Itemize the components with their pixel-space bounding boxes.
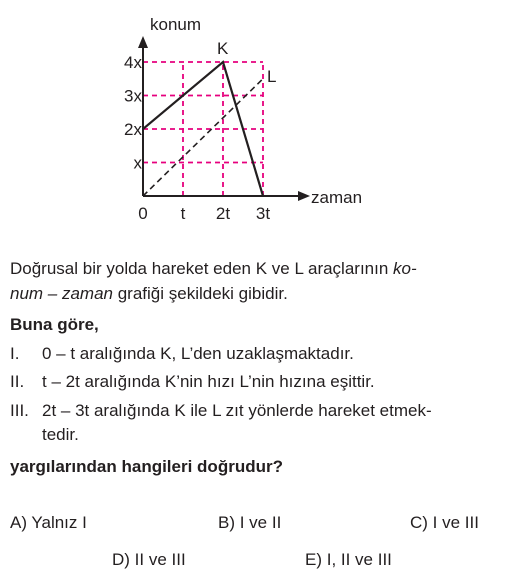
statement-1 xyxy=(10,343,354,365)
x-tick-label: 3t xyxy=(255,204,271,223)
intro-italic: ko- xyxy=(393,259,417,278)
intro-text-2: grafiği şekildeki gibidir. xyxy=(113,284,288,303)
y-tick-label: 4x xyxy=(124,53,142,72)
konum-zaman-chart xyxy=(0,0,514,240)
question-prompt: yargılarından hangileri doğrudur? xyxy=(10,457,283,476)
statement-3 xyxy=(10,400,432,422)
x-tick-label: t xyxy=(180,204,186,223)
x-tick-label: 0 xyxy=(138,204,148,223)
series-label-L: L xyxy=(267,66,277,86)
statement-2 xyxy=(10,371,375,393)
chart-grid xyxy=(143,62,263,196)
intro-line-2 xyxy=(10,283,288,305)
statement-number: II. xyxy=(10,372,25,391)
statement-text: t – 2t aralığında K’nin hızı L’nin hızına eşittir. xyxy=(42,372,375,391)
y-axis-title: konum xyxy=(150,15,202,34)
y-axis-arrow xyxy=(138,36,148,48)
x-axis-title: zaman xyxy=(311,188,363,207)
y-tick-label: 3x xyxy=(124,86,142,106)
option-a[interactable]: A) Yalnız I xyxy=(10,513,87,532)
chart-axes xyxy=(138,36,310,201)
statement-text: 2t – 3t aralığında K ile L zıt yönlerde hareket etmek- xyxy=(42,401,432,420)
lead-text: Buna göre, xyxy=(10,315,99,334)
option-e[interactable]: E) I, II ve III xyxy=(305,550,392,569)
intro-line-1 xyxy=(10,258,417,280)
statement-text: 0 – t aralığında K, L’den uzaklaşmaktadır. xyxy=(42,344,354,363)
statement-number: III. xyxy=(10,401,29,420)
x-axis-arrow xyxy=(298,191,310,201)
x-tick-label: 2t xyxy=(215,204,231,223)
intro-text: Doğrusal bir yolda hareket eden K ve L araçlarının xyxy=(10,259,394,278)
y-tick-label: 2x xyxy=(124,120,142,139)
option-c[interactable]: C) I ve III xyxy=(410,513,479,532)
series-label-K: K xyxy=(217,39,229,58)
statement-3-cont: tedir. xyxy=(42,425,79,444)
statement-number: I. xyxy=(10,344,20,363)
option-b[interactable]: B) I ve II xyxy=(218,513,282,532)
option-d[interactable]: D) II ve III xyxy=(112,550,186,569)
chart-labels xyxy=(124,15,362,223)
y-tick-label: x xyxy=(133,153,142,173)
intro-italic-2: num – zaman xyxy=(10,284,113,303)
